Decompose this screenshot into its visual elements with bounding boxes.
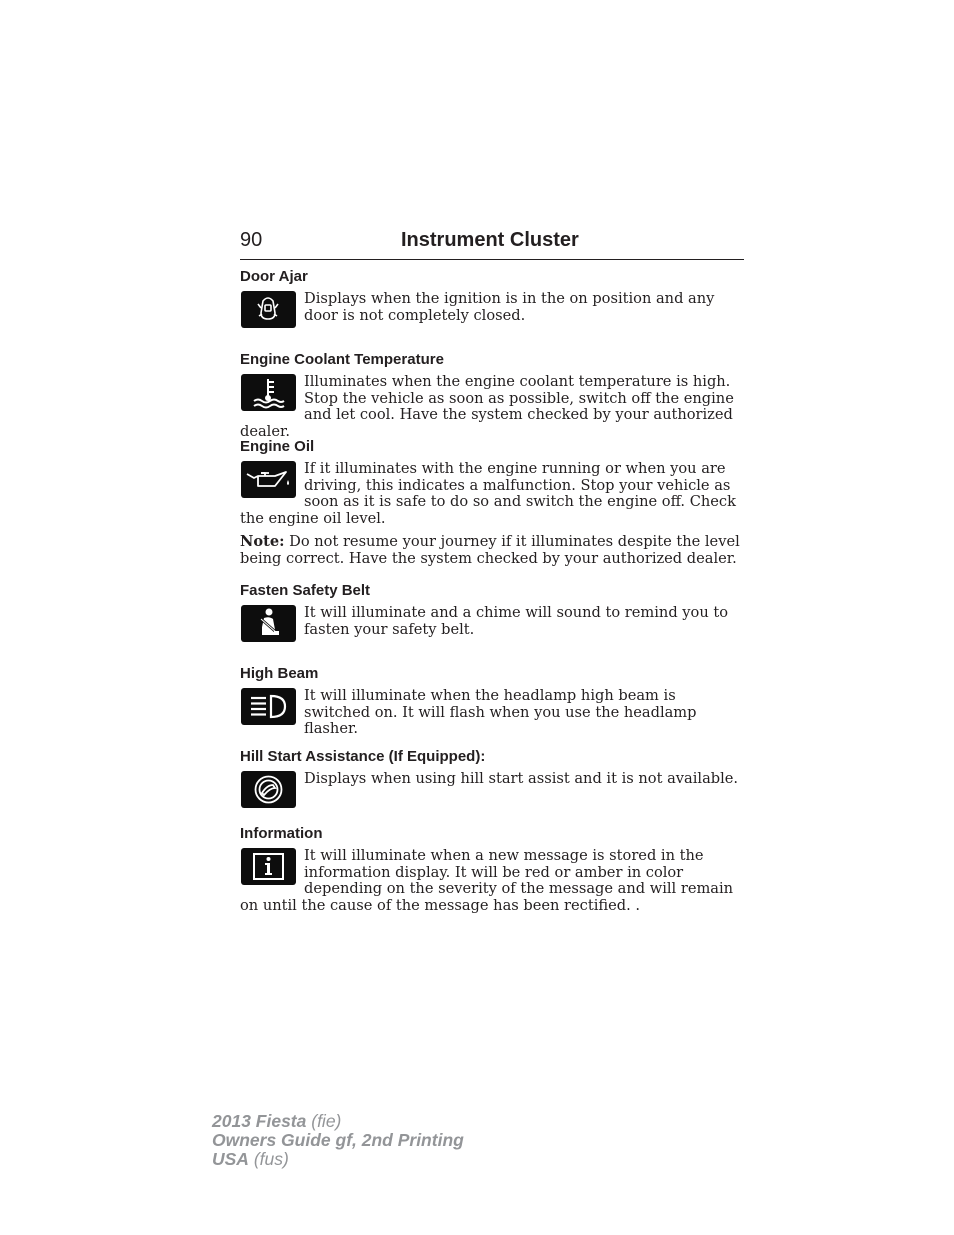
entry-text: Displays when the ignition is in the on position and any door is not completely closed. (304, 290, 715, 324)
entry-door-ajar (240, 268, 744, 332)
entry-text: Illuminates when the engine coolant temperature is high. Stop the vehicle as soon as possible, switch off the engine and let cool. Have the system checked by your authorized dealer. (240, 373, 734, 440)
page-header (240, 229, 744, 260)
entry-text: It will illuminate and a chime will sound to remind you to fasten your safety belt. (304, 604, 729, 638)
high-beam-icon (241, 688, 296, 725)
entry-body (240, 461, 744, 527)
seat-belt-icon (241, 605, 296, 642)
entry-heading: Fasten Safety Belt (240, 582, 371, 599)
entry-body (240, 374, 744, 440)
footer-market: USA (212, 1149, 249, 1169)
oil-can-icon (241, 461, 296, 498)
entry-heading: Engine Oil (240, 438, 315, 455)
note-text: Do not resume your journey if it illuminates despite the level being correct. Have the system checked by your authorized dealer. (240, 533, 740, 567)
entry-text: It will illuminate when the headlamp high beam is switched on. It will flash when you use the headlamp flasher. (304, 687, 697, 737)
entry-heading: High Beam (240, 665, 319, 682)
section-title: Instrument Cluster (401, 229, 579, 251)
entry-text: If it illuminates with the engine running or when you are driving, this indicates a malfunction. Stop your vehicle as soon as it is safe to do so and switch the engine off. Check the engine oil level. (240, 460, 736, 527)
page-number: 90 (240, 229, 263, 251)
entry-heading: Engine Coolant Temperature (240, 351, 444, 368)
footer-model: 2013 Fiesta (212, 1111, 307, 1131)
entry-body (240, 605, 744, 638)
door-ajar-icon (241, 291, 296, 328)
entry-text: Displays when using hill start assist and it is not available. (304, 770, 739, 787)
note-label: Note: (240, 533, 285, 550)
footer-model-code: (fie) (306, 1111, 342, 1131)
entry-heading: Door Ajar (240, 268, 308, 285)
footer-market-code: (fus) (248, 1149, 289, 1169)
hill-start-assist-icon (241, 771, 296, 808)
footer-line-1 (212, 1112, 464, 1131)
entry-heading: Information (240, 825, 323, 842)
entry-body (240, 291, 744, 324)
footer-guide: Owners Guide gf, 2nd Printing (212, 1130, 464, 1150)
entry-note (240, 534, 744, 567)
entry-hill-start-assistance (240, 748, 744, 812)
entry-body (240, 688, 744, 738)
entry-text: It will illuminate when a new message is stored in the information display. It will be red or amber in color depending on the severity of the message and will remain on until the cause of the message has been rectified. . (240, 847, 734, 914)
information-icon (241, 848, 296, 885)
footer-line-2 (212, 1131, 464, 1150)
entry-high-beam (240, 665, 744, 738)
footer (212, 1112, 464, 1169)
entry-body (240, 848, 744, 914)
footer-line-3 (212, 1150, 464, 1169)
entry-fasten-safety-belt (240, 582, 744, 646)
entry-heading: Hill Start Assistance (If Equipped): (240, 748, 486, 765)
coolant-temperature-icon (241, 374, 296, 411)
entry-information (240, 825, 744, 914)
entry-engine-oil (240, 438, 744, 567)
entry-engine-coolant-temperature (240, 351, 744, 440)
entry-body (240, 771, 744, 788)
